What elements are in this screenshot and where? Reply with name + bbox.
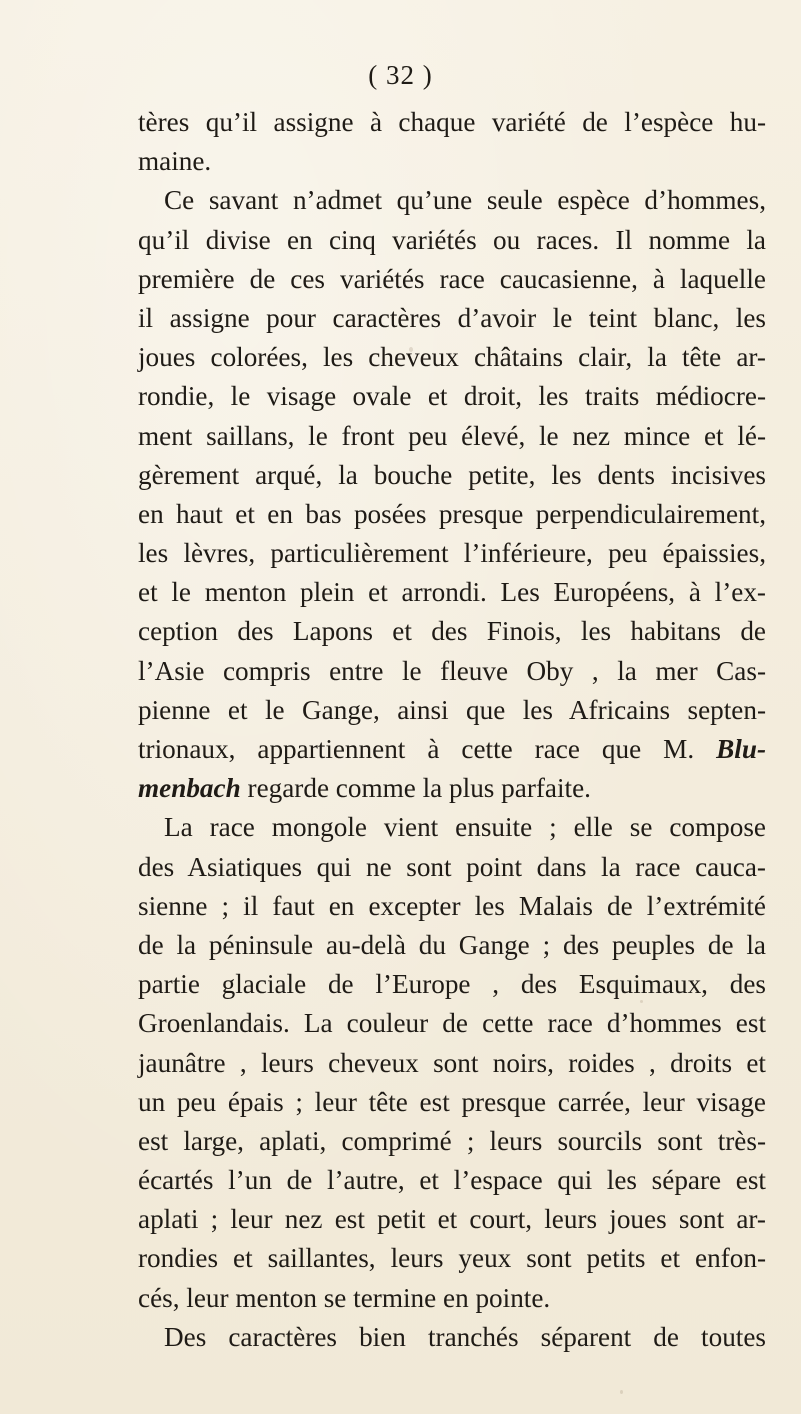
text-line-content: Ce savant n’admet qu’une seule espèce d’hommes, xyxy=(164,185,766,216)
text-line-content: partie glaciale de l’Europe , des Esquimaux, des xyxy=(138,969,766,1000)
text-line-content: en haut et en bas posées presque perpendiculairement, xyxy=(138,498,766,529)
text-line-content: Des caractères bien tranchés séparent de toutes xyxy=(164,1321,766,1352)
text-line xyxy=(138,495,766,534)
text-line xyxy=(138,1161,766,1200)
text-line-content: écartés l’un de l’autre, et l’espace qui les sépare est xyxy=(138,1165,766,1196)
italic-name: menbach xyxy=(138,773,241,804)
text-line-content: ception des Lapons et des Finois, les habitans de xyxy=(138,616,766,647)
text-line-content: gèrement arqué, la bouche petite, les dents incisives xyxy=(138,459,766,490)
text-line-content: joues colorées, les cheveux châtains clair, la tête ar- xyxy=(138,342,766,373)
text-line xyxy=(138,691,766,730)
text-line xyxy=(138,103,766,142)
text-line xyxy=(138,456,766,495)
text-line-content: rondie, le visage ovale et droit, les traits médiocre- xyxy=(138,381,766,412)
text-line xyxy=(138,377,766,416)
text-line-content: Groenlandais. La couleur de cette race d’hommes est xyxy=(138,1008,766,1039)
text-line xyxy=(138,573,766,612)
italic-name: Blu- xyxy=(716,734,767,764)
text-line xyxy=(138,1044,766,1083)
text-line-content: ment saillans, le front peu élevé, le nez mince et lé- xyxy=(138,420,766,451)
text-line-content: jaunâtre , leurs cheveux sont noirs, roides , droits et xyxy=(138,1047,766,1078)
text-line xyxy=(138,926,766,965)
text-line-content: est large, aplati, comprimé ; leurs sourcils sont très- xyxy=(138,1125,766,1156)
paper-speck xyxy=(620,1390,623,1394)
text-line-content: qu’il divise en cinq variétés ou races. Il nomme la xyxy=(138,224,766,255)
page-number: ( 32 ) xyxy=(368,60,433,90)
text-line xyxy=(138,534,766,573)
text-line xyxy=(138,887,766,926)
text-line-content: des Asiatiques qui ne sont point dans la race cauca- xyxy=(138,851,766,882)
text-line xyxy=(138,652,766,691)
text-line xyxy=(138,808,766,847)
paper-speck xyxy=(409,347,413,352)
text-line-content: tères qu’il assigne à chaque variété de l’espèce hu- xyxy=(138,107,766,137)
text-line xyxy=(138,1122,766,1161)
text-line xyxy=(138,260,766,299)
text-line xyxy=(138,221,766,260)
text-line-content: de la péninsule au-delà du Gange ; des peuples de la xyxy=(138,929,766,960)
text-line xyxy=(138,1318,766,1357)
text-line xyxy=(138,417,766,456)
text-line-content: l’Asie compris entre le fleuve Oby , la mer Cas- xyxy=(138,655,766,686)
text-line-content: les lèvres, particulièrement l’inférieure, peu épaissies, xyxy=(138,538,766,569)
text-line xyxy=(138,338,766,377)
text-line xyxy=(138,1004,766,1043)
text-line xyxy=(138,299,766,338)
paper-speck xyxy=(640,1000,643,1003)
text-line-content: pienne et le Gange, ainsi que les Africains septen- xyxy=(138,694,766,725)
body-text xyxy=(138,103,766,1357)
text-line xyxy=(138,612,766,651)
text-line-content: maine. xyxy=(138,146,212,177)
text-line-content: sienne ; il faut en excepter les Malais de l’extrémité xyxy=(138,890,766,921)
text-line-content: trionaux, appartiennent à cette race que M. xyxy=(138,734,695,764)
text-line-content: aplati ; leur nez est petit et court, leurs joues sont ar- xyxy=(138,1204,766,1235)
text-line xyxy=(138,181,766,220)
text-line-content: et le menton plein et arrondi. Les Européens, à l’ex- xyxy=(138,577,766,608)
text-line-content: cés, leur menton se termine en pointe. xyxy=(138,1282,551,1313)
text-line xyxy=(138,730,766,769)
text-line xyxy=(138,965,766,1004)
text-line xyxy=(138,1279,766,1318)
text-line xyxy=(138,769,766,808)
text-line-continuation: regarde comme la plus parfaite. xyxy=(240,773,591,804)
text-line xyxy=(138,848,766,887)
text-line xyxy=(138,1083,766,1122)
text-line-content: un peu épais ; leur tête est presque carrée, leur visage xyxy=(138,1086,766,1117)
text-line-content: La race mongole vient ensuite ; elle se compose xyxy=(164,812,766,843)
text-line-content: première de ces variétés race caucasienne, à laquelle xyxy=(138,263,766,294)
text-line xyxy=(138,1239,766,1278)
text-line xyxy=(138,142,766,181)
text-line-content: rondies et saillantes, leurs yeux sont petits et enfon- xyxy=(138,1243,766,1274)
text-line-content: il assigne pour caractères d’avoir le teint blanc, les xyxy=(138,302,766,333)
text-line xyxy=(138,1200,766,1239)
